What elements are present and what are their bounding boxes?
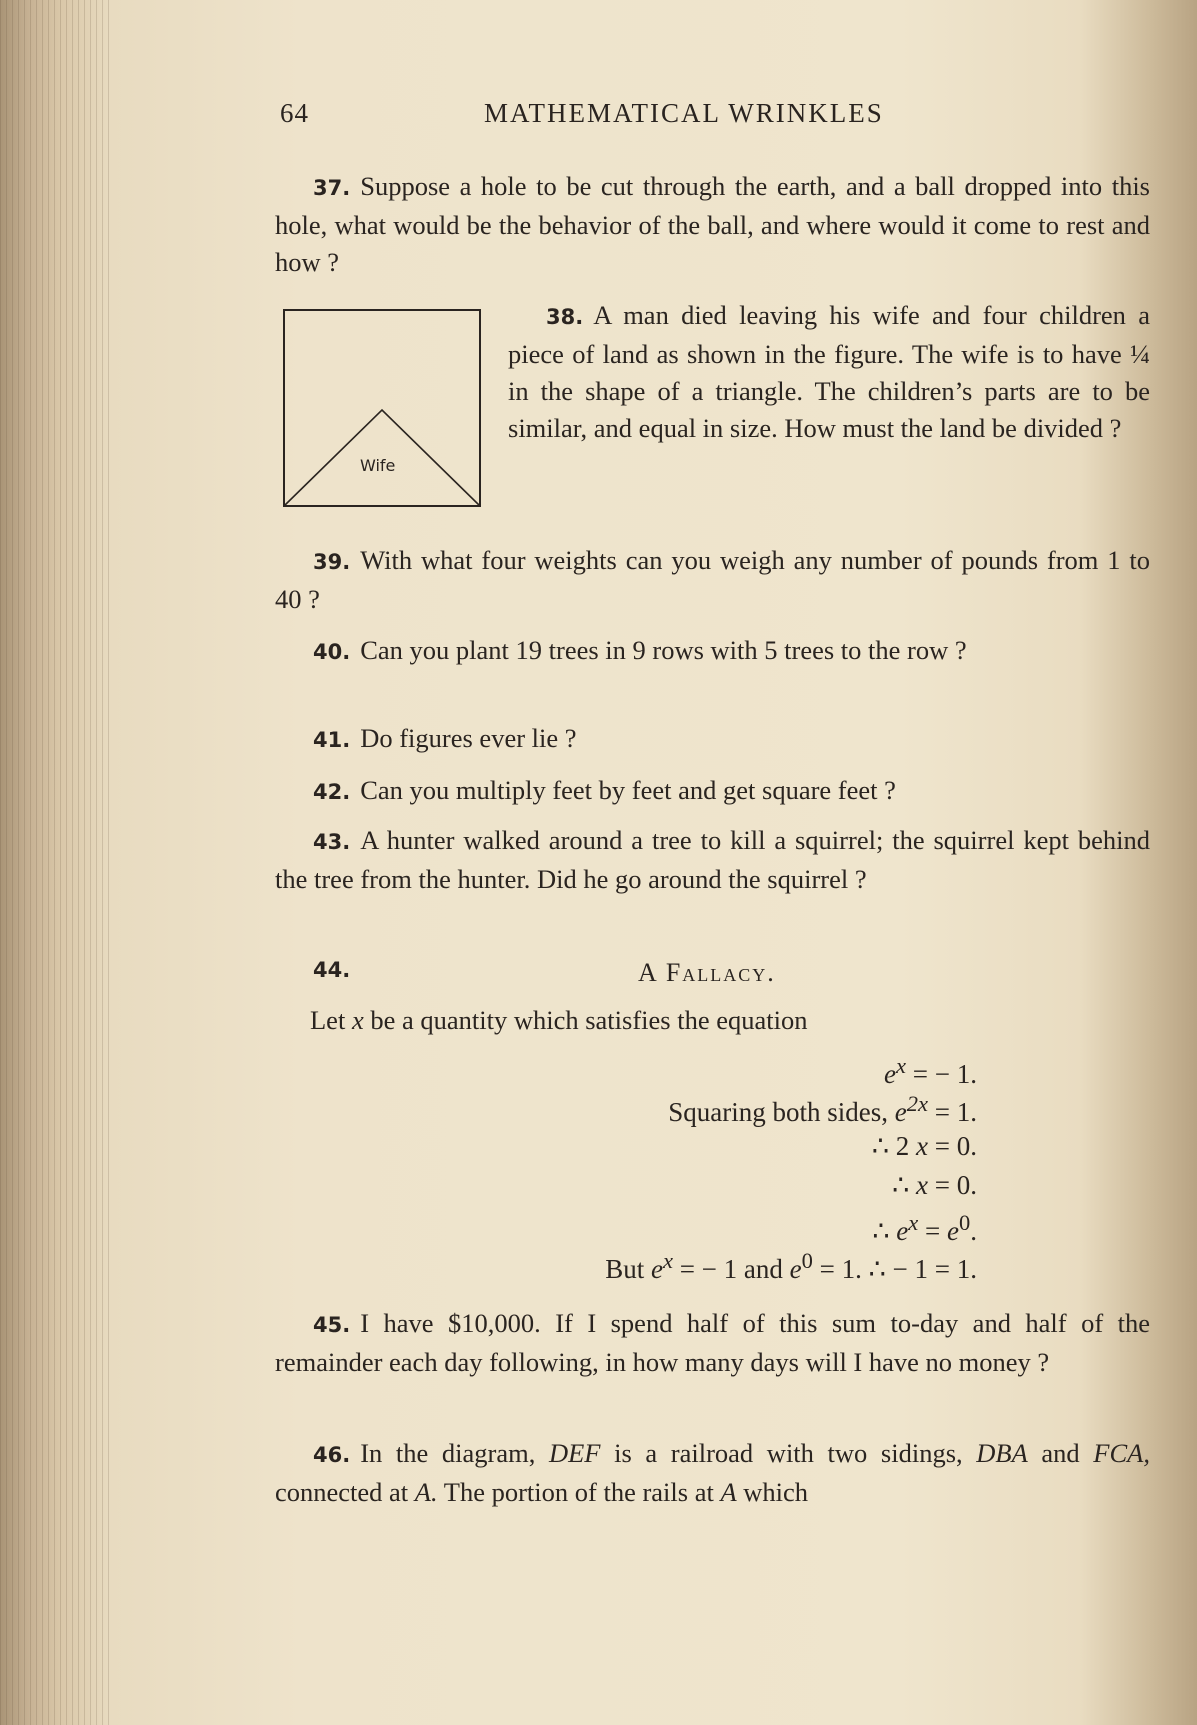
eq-rhs: = 0. <box>928 1170 977 1200</box>
eq-rhs: = − 1. <box>906 1059 977 1089</box>
problem-text: I have $10,000. If I spend half of this sum to-day and half of the remainder each day following, in how many days will I have no money ? <box>275 1308 1150 1377</box>
problem-number: 42. <box>313 780 351 804</box>
variable-x: x <box>916 1131 929 1161</box>
eq-base: e <box>947 1216 959 1246</box>
fallacy-intro <box>310 1005 807 1036</box>
intro-text: Let <box>310 1005 352 1035</box>
eq-text: ∴ <box>872 1216 897 1246</box>
problem-41 <box>275 720 1150 759</box>
running-head <box>280 98 980 134</box>
problem-40 <box>275 632 1150 671</box>
problem-39 <box>275 542 1150 618</box>
problem-37 <box>275 168 1150 281</box>
problem-text: A hunter walked around a tree to kill a squirrel; the squirrel kept behind the tree from the hunter. Did he go around the squirrel ? <box>275 825 1150 894</box>
eq-base: e <box>896 1216 909 1246</box>
fallacy-heading <box>313 958 1163 994</box>
equation-1 <box>884 1053 977 1090</box>
problem-46 <box>275 1435 1150 1511</box>
eq-base: e <box>884 1059 897 1089</box>
problem-number: 44. <box>313 958 351 982</box>
eq-text: = − 1 and <box>672 1254 790 1284</box>
eq-text: But <box>605 1254 651 1284</box>
problem-45 <box>275 1305 1150 1381</box>
fallacy-title: A Fallacy. <box>638 958 776 987</box>
problem-text: connected at <box>275 1477 415 1507</box>
variable-x: x <box>916 1170 929 1200</box>
eq-text: Squaring both sides, <box>668 1097 895 1127</box>
page-number: 64 <box>280 98 309 128</box>
book-title: MATHEMATICAL WRINKLES <box>484 98 884 128</box>
eq-text: ∴ 2 <box>871 1131 917 1161</box>
page-edges <box>0 0 110 1725</box>
problem-number: 45. <box>313 1313 351 1337</box>
label-a: A <box>720 1477 737 1507</box>
problem-42 <box>275 772 1150 811</box>
eq-rhs: = 0. <box>928 1131 977 1161</box>
problem-text: Suppose a hole to be cut through the earth, and a ball dropped into this hole, what would be the behavior of the ball, and where would it come to rest and how ? <box>275 171 1150 277</box>
problem-text: With what four weights can you weigh any number of pounds from 1 to 40 ? <box>275 545 1150 614</box>
eq-text: = <box>918 1216 948 1246</box>
label-dba: DBA <box>976 1438 1028 1468</box>
eq-text: ∴ <box>892 1170 917 1200</box>
problem-number: 40. <box>313 640 351 664</box>
problem-text: A man died leaving his wife and four children a piece of land as shown in the figure. The wife is to have ¼ in the shape of a triangle. The children’s parts are to be similar, and equal in size. How must the land be divided ? <box>508 300 1150 443</box>
problem-number: 38. <box>546 305 584 329</box>
eq-exponent: 2x <box>906 1091 929 1116</box>
eq-base: e <box>650 1254 663 1284</box>
problem-text: Can you multiply feet by feet and get square feet ? <box>360 775 896 805</box>
eq-text: . <box>970 1216 977 1246</box>
problem-43 <box>275 822 1150 898</box>
wife-label: Wife <box>360 456 396 475</box>
eq-base: e <box>894 1097 907 1127</box>
intro-text: be a quantity which satisfies the equation <box>363 1005 808 1035</box>
eq-rhs: = 1. <box>928 1097 977 1127</box>
equation-2 <box>668 1091 977 1128</box>
land-diagram <box>282 308 482 508</box>
eq-exponent: x <box>896 1053 907 1078</box>
equation-3 <box>872 1131 977 1162</box>
equation-6 <box>605 1248 977 1285</box>
eq-exponent: 0 <box>801 1248 813 1273</box>
problem-text: The portion of the rails at <box>437 1477 721 1507</box>
eq-text: = 1. ∴ − 1 = 1. <box>812 1254 977 1284</box>
problem-text: Can you plant 19 trees in 9 rows with 5 trees to the row ? <box>360 635 967 665</box>
problem-text: and <box>1027 1438 1094 1468</box>
problem-number: 41. <box>313 728 351 752</box>
eq-exponent: x <box>662 1248 673 1273</box>
problem-number: 39. <box>313 550 351 574</box>
problem-text: Do figures ever lie ? <box>360 723 577 753</box>
problem-text: In the diagram, <box>360 1438 549 1468</box>
label-fca: FCA, <box>1093 1438 1150 1468</box>
label-a: A. <box>414 1477 438 1507</box>
equation-5 <box>872 1210 977 1247</box>
eq-base: e <box>789 1254 802 1284</box>
problem-number: 46. <box>313 1443 351 1467</box>
problem-text: is a railroad with two sidings, <box>600 1438 977 1468</box>
variable-x: x <box>351 1005 364 1035</box>
label-def: DEF <box>548 1438 601 1468</box>
eq-exponent: x <box>908 1210 919 1235</box>
equation-4 <box>892 1170 977 1201</box>
problem-38 <box>508 297 1150 447</box>
problem-number: 43. <box>313 830 351 854</box>
problem-number: 37. <box>313 176 351 200</box>
land-figure <box>282 308 482 508</box>
problem-text: which <box>736 1477 809 1507</box>
eq-exponent: 0 <box>959 1210 971 1235</box>
